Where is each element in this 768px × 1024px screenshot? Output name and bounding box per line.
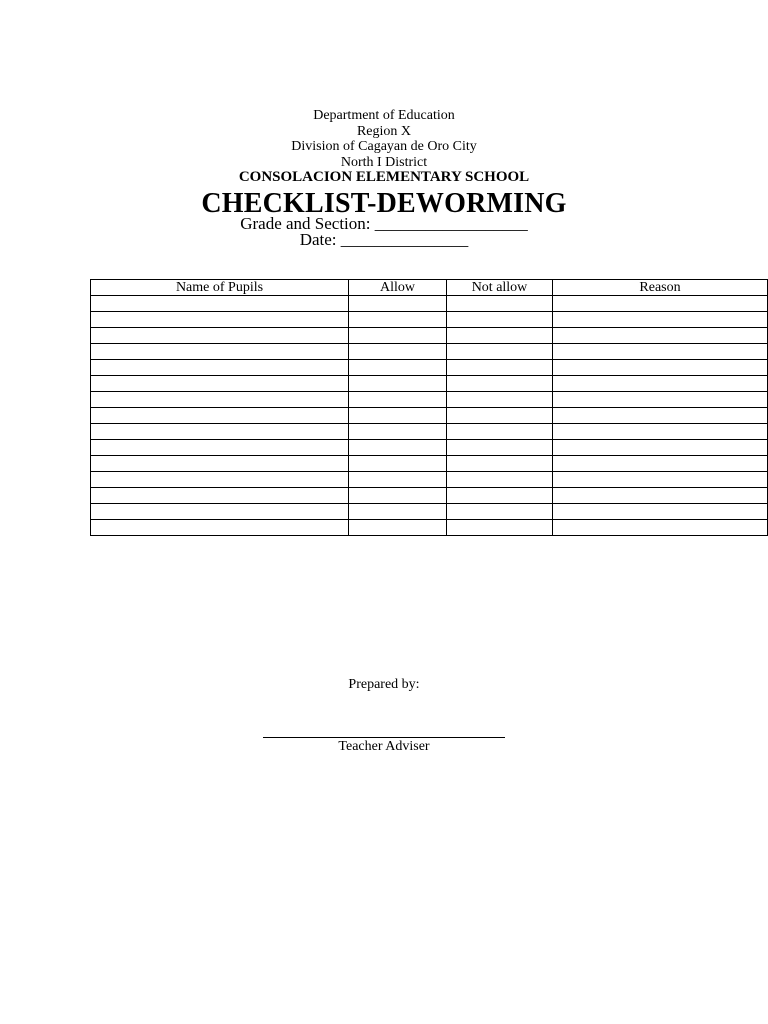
table-cell[interactable] xyxy=(349,472,447,488)
table-cell[interactable] xyxy=(553,392,768,408)
table-cell[interactable] xyxy=(447,344,553,360)
table-cell[interactable] xyxy=(349,328,447,344)
table-cell[interactable] xyxy=(553,440,768,456)
table-cell[interactable] xyxy=(91,424,349,440)
table-cell[interactable] xyxy=(91,408,349,424)
table-cell[interactable] xyxy=(553,360,768,376)
table-cell[interactable] xyxy=(447,488,553,504)
table-cell[interactable] xyxy=(349,296,447,312)
table-cell[interactable] xyxy=(349,520,447,536)
table-cell[interactable] xyxy=(553,520,768,536)
table-row xyxy=(91,360,768,376)
table-row xyxy=(91,472,768,488)
table-row xyxy=(91,488,768,504)
school-name: CONSOLACION ELEMENTARY SCHOOL xyxy=(238,169,530,185)
grade-section-field: Grade and Section: __________________ xyxy=(240,214,528,233)
table-cell[interactable] xyxy=(91,440,349,456)
table-cell[interactable] xyxy=(91,504,349,520)
region-label: Region X xyxy=(356,124,412,139)
table-cell[interactable] xyxy=(349,392,447,408)
table-cell[interactable] xyxy=(349,456,447,472)
table-cell[interactable] xyxy=(91,472,349,488)
table-cell[interactable] xyxy=(553,312,768,328)
division-label: Division of Cagayan de Oro City xyxy=(291,139,477,154)
table-cell[interactable] xyxy=(553,328,768,344)
table-cell[interactable] xyxy=(349,440,447,456)
district-label: North I District xyxy=(340,155,428,170)
table-row xyxy=(91,520,768,536)
document-title: CHECKLIST-DEWORMING xyxy=(201,188,567,219)
table-cell[interactable] xyxy=(349,504,447,520)
signatory-role: Teacher Adviser xyxy=(338,739,430,754)
table-row xyxy=(91,328,768,344)
table-cell[interactable] xyxy=(447,392,553,408)
table-cell[interactable] xyxy=(553,424,768,440)
table-cell[interactable] xyxy=(447,424,553,440)
table-cell[interactable] xyxy=(447,504,553,520)
table-cell[interactable] xyxy=(91,392,349,408)
table-cell[interactable] xyxy=(447,296,553,312)
table-cell[interactable] xyxy=(447,456,553,472)
table-cell[interactable] xyxy=(91,360,349,376)
table-cell[interactable] xyxy=(553,344,768,360)
table-cell[interactable] xyxy=(91,488,349,504)
column-header-not-allow: Not allow xyxy=(447,280,553,296)
column-header-allow: Allow xyxy=(349,280,447,296)
table-row xyxy=(91,376,768,392)
table-row xyxy=(91,440,768,456)
table-cell[interactable] xyxy=(447,520,553,536)
table-row xyxy=(91,456,768,472)
table-cell[interactable] xyxy=(553,472,768,488)
table-cell[interactable] xyxy=(349,488,447,504)
table-cell[interactable] xyxy=(91,456,349,472)
table-row xyxy=(91,424,768,440)
table-cell[interactable] xyxy=(447,328,553,344)
table-cell[interactable] xyxy=(553,376,768,392)
department-label: Department of Education xyxy=(313,108,455,123)
table-cell[interactable] xyxy=(553,408,768,424)
table-cell[interactable] xyxy=(553,504,768,520)
table-cell[interactable] xyxy=(91,296,349,312)
table-cell[interactable] xyxy=(91,376,349,392)
table-cell[interactable] xyxy=(553,456,768,472)
table-row xyxy=(91,312,768,328)
table-cell[interactable] xyxy=(447,472,553,488)
signature-line xyxy=(263,737,505,738)
table-cell[interactable] xyxy=(349,312,447,328)
table-body xyxy=(91,296,768,536)
table-cell[interactable] xyxy=(447,440,553,456)
prepared-by-label: Prepared by: xyxy=(348,677,420,692)
table-cell[interactable] xyxy=(447,408,553,424)
table-cell[interactable] xyxy=(349,408,447,424)
table-cell[interactable] xyxy=(91,312,349,328)
table-cell[interactable] xyxy=(349,360,447,376)
table-cell[interactable] xyxy=(91,344,349,360)
table-cell[interactable] xyxy=(91,520,349,536)
table-row xyxy=(91,504,768,520)
table-cell[interactable] xyxy=(447,376,553,392)
table-cell[interactable] xyxy=(553,296,768,312)
table-cell[interactable] xyxy=(349,344,447,360)
table-row xyxy=(91,344,768,360)
table-cell[interactable] xyxy=(553,488,768,504)
table-cell[interactable] xyxy=(447,360,553,376)
table-cell[interactable] xyxy=(349,424,447,440)
table-row xyxy=(91,392,768,408)
column-header-reason: Reason xyxy=(553,280,768,296)
column-header-name: Name of Pupils xyxy=(91,280,349,296)
deworming-checklist-table xyxy=(90,279,768,536)
date-field: Date: _______________ xyxy=(299,230,469,249)
table-row xyxy=(91,296,768,312)
table-row xyxy=(91,408,768,424)
table-cell[interactable] xyxy=(349,376,447,392)
table-cell[interactable] xyxy=(91,328,349,344)
table-header-row xyxy=(91,280,768,296)
table-cell[interactable] xyxy=(447,312,553,328)
